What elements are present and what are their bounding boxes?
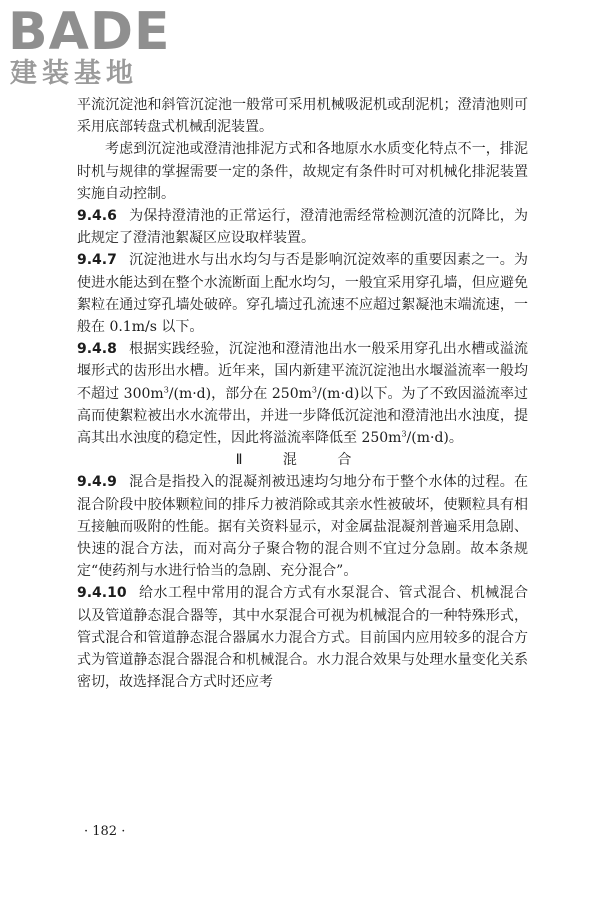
clause-text: 给水工程中常用的混合方式有水泵混合、管式混合、机械混合以及管道静态混合器等，其中水泵混合可视为机械混合的一种特殊形式，管式混合和管道静态混合器属水力混合方式。目前国内应用较多的混合方式为管道静态混合器混合和机械混合。水力混合效果与处理水量变化关系密切，故选择混合方式时还应考 [77,585,528,691]
clause-number: 9.4.8 [77,341,117,358]
clause-text: 根据实践经验，沉淀池和澄清池出水一般采用穿孔出水槽或溢流堰形式的齿形出水槽。近年来，国内新建平流沉淀池出水堰溢流率一般均不超过 300m [77,341,528,402]
section-heading: Ⅱ 混 合 [235,452,370,469]
logo-subtitle: 建装基地 [10,58,138,89]
bade-logo [8,4,178,90]
superscript: 3 [311,384,317,394]
clause-number: 9.4.7 [77,252,117,269]
clause-text: /(m·d)，部分在 250m [168,385,312,402]
superscript: 3 [163,384,169,394]
clause-9-4-10 [77,582,528,693]
page-body [77,94,528,693]
clause-9-4-8 [77,338,528,449]
clause-text: /(m·d)。 [406,430,463,447]
clause-text: 为保持澄清池的正常运行，澄清池需经常检测沉渣的沉降比，为此规定了澄清池絮凝区应设取样装置。 [77,208,528,247]
clause-text: 混合是指投入的混凝剂被迅速均匀地分布于整个水体的过程。在混合阶段中胶体颗粒间的排斥力被消除或其亲水性被破坏，使颗粒具有相互接触而吸附的性能。据有关资料显示，对金属盐混凝剂普遍采用急剧、快速的混合方法，而对高分子聚合物的混合则不宜过分急剧。故本条规定“使药剂与水进行恰当的急剧、充分混合”。 [77,474,528,580]
paragraph-drainage-control: 考虑到沉淀池或澄清池排泥方式和各地原水水质变化特点不一，排泥时机与规律的掌握需要一定的条件，故规定有条件时可对机械化排泥装置实施自动控制。 [77,141,528,202]
clause-9-4-9 [77,471,528,582]
paragraph-continued: 平流沉淀池和斜管沉淀池一般常可采用机械吸泥机或刮泥机；澄清池则可采用底部转盘式机械刮泥装置。 [77,97,528,136]
clause-number: 9.4.9 [77,474,117,491]
page-number: · 182 · [84,824,126,839]
superscript: 3 [401,429,407,439]
clause-text: 沉淀池进水与出水均匀与否是影响沉淀效率的重要因素之一。为使进水能达到在整个水流断面上配水均匀，一般宜采用穿孔墙，但应避免絮粒在通过穿孔墙处破碎。穿孔墙过孔流速不应超过絮凝池末端流速，一般在 0.1m/s 以下。 [77,252,528,336]
clause-9-4-7 [77,249,528,338]
logo-wordmark: BADE [8,2,171,62]
clause-number: 9.4.10 [77,585,127,602]
clause-9-4-6 [77,205,528,249]
clause-number: 9.4.6 [77,208,117,225]
clause-text: /(m·d)以下。为了不致因溢流率过高而使絮粒被出水水流带出，并进一步降低沉淀池和澄清池出水浊度，提高其出水浊度的稳定性，因此将溢流率降低至 250m [77,385,529,447]
